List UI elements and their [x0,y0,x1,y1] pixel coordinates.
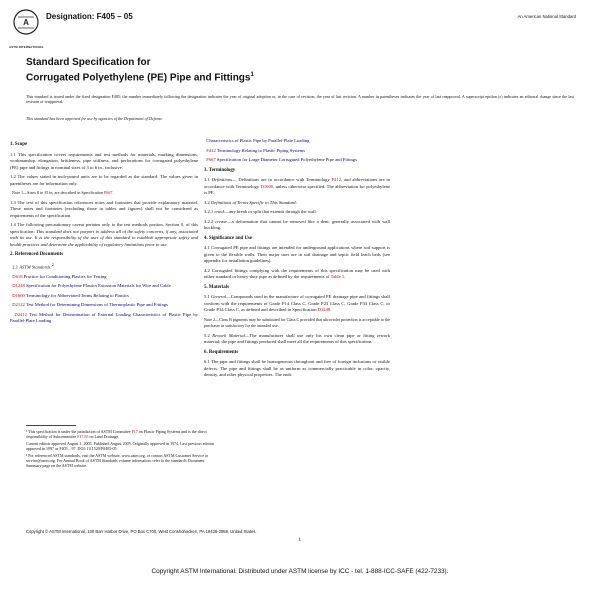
ref-item[interactable] [10,312,198,325]
link-table-1[interactable]: Table 1 [330,274,345,279]
ref-item[interactable] [10,274,198,281]
ref-title[interactable]: Specification for Polyethylene Plastics Extrusion Materials for Wire and Cable [25,283,171,289]
ref-title-cont[interactable]: Characteristics of Plastic Pipe by Parallel-Plate Loading [206,138,310,143]
para-5-1 [204,294,390,314]
ref-code[interactable]: F412 [206,147,216,153]
para-1-4-a: 1.4 The following precautionary caveat pertains only to the test methods portion, Section [10,222,181,227]
ref-code[interactable]: D618 [12,273,23,279]
footnote-2-mark: 2 [51,262,54,267]
para-4-2-a: 4.2 Corrugated fittings complying with the requirements of this specification may be used with either standard or heavy-duty pipe as defined by the requirements of [204,267,390,279]
footnote-1-b: on Plastic Piping Systems and is the direct responsibility of Subcommittee [26,429,207,439]
section-6-heading: 6. Requirements [204,349,239,355]
right-column [204,138,390,382]
footnote-1 [26,429,214,439]
logo-text: ASTM INTERNATIONAL [9,45,44,49]
rework-label: Rework Material [212,332,245,338]
para-4-2 [204,268,390,281]
para-6-1: 6.1 The pipe and fittings shall be homogeneous throughout and free of foreign inclusions or visible defects. The pipe and fittings shall be as uniform as commercially practicable in color, opacity, density, and other physical properties. The ends [204,359,390,377]
left-column [10,138,198,328]
general-label: General [211,294,227,299]
ref-title[interactable]: Terminology Relating to Plastic Piping Systems [216,147,306,153]
link-section-8[interactable]: 8 [180,222,184,227]
ref-title[interactable]: Test Method for Determining Dimensions of Thermoplastic Pipe and Fittings [25,302,168,308]
ref-title[interactable]: Specification for Large Diameter Corrugated Polyethylene Pipe and Fittings [216,157,357,162]
ref-title[interactable]: Terminology for Abbreviated Terms Relating to Plastics [25,292,129,298]
ref-item[interactable] [204,138,390,145]
section-2-heading: 2. Referenced Documents [10,252,64,257]
para-1-4 [10,222,198,248]
title-line-2: Corrugated Polyethylene (PE) Pipe and Fittings [26,72,251,84]
note-1-label: Note 1— [12,190,28,195]
section-4-heading: 4. Significance and Use [204,235,253,241]
link-f412[interactable]: F412 [331,177,342,182]
para-3-2-1-num: 3.2.1 [204,209,215,214]
definitions-label: Definitions [211,177,232,182]
para-5-2 [204,333,390,346]
link-f17[interactable]: F17 [131,429,138,434]
national-standard-label: An American National Standard [517,14,576,19]
para-3-2-1-def: —any break or split that extends through the wall. [224,209,317,214]
para-5-2-num: 5.2 [204,332,213,338]
issuance-statement: This standard is issued under the fixed designation F405; the number immediately following the designation indicates the year of original adoption or, in the case of revision, the year of last revision. A number in parentheses indicates the year of last reapproval. A superscript epsilon (ε) indicates an editorial change since the last revision or reapproval. [26,94,574,105]
para-5-1-b: —Compounds used in the manufacture of corrugated PE drainage pipe and fittings shall conform with the requirements of Grade P14 Class C, Grade P23 Class C, Grade P33 Class C, or Grade P34 Class C, as defined and described in Specification [204,294,390,312]
para-5-2-b: —The manufacturer shall use only his own clean pipe or fitting rework material; the pipe and fittings produced shall meet all the requirements of this specification. [204,332,391,344]
para-5-1-num: 5.1 [204,294,212,299]
term-crease: crease [215,218,228,224]
para-3-2-label: Definitions of Terms Specific to This Standard: [210,199,298,205]
svg-text:A: A [23,18,29,27]
title-footnote-mark: 1 [250,72,254,78]
ref-item[interactable] [10,302,198,309]
footnote-1-edition: Current edition approved August 1, 2005. Published August 2005. Originally approved in 1974. Last previous edition approved in 1997 as F405 – 97. DOI: 10.1520/F0405-05. [26,441,214,451]
footnote-divider [26,425,76,426]
ref-item[interactable] [10,293,198,300]
para-2-1-num: 2.1 [12,264,20,270]
term-crack: crack [214,209,225,214]
para-3-1 [204,177,390,197]
copyright-line: Copyright © ASTM International, 100 Barr Harbor Drive, PO Box C700, West Conshohocken, PA 19428-2959, United States. [26,529,257,534]
para-2-1 [10,262,198,271]
astm-logo [12,8,40,48]
para-1-1: 1.1 This specification covers requirements and test methods for materials, marking dimensions, workmanship, elongation, brittleness, pipe stiffness, and perforations for corrugated polyethylene (PE) pipe and fittings in nominal sizes of 3 to 6 in., inclusive. [10,151,198,170]
para-3-2-1 [204,209,390,216]
section-3-heading: 3. Terminology [204,167,236,173]
designation: Designation: F405 – 05 [46,12,133,21]
para-3-1-c: , and abbreviations are in accordance with Terminology [204,177,390,189]
para-3-2-2-def: —a deformation that cannot be removed like a dent; generally associated with wall buckling. [204,218,390,230]
para-3-2-2 [204,219,390,232]
ref-item[interactable] [204,148,390,155]
ref-item[interactable] [204,157,390,164]
para-3-1-b: — Definitions are in accordance with Terminology [231,177,332,182]
para-3-1-num: 3.1 [204,177,212,182]
para-5-1-c: . [330,307,332,312]
para-1-2: 1.2 The values stated in inch-pound units are to be regarded as the standard. The values given in parentheses are for information only. [10,174,198,186]
para-1-4-b: , of this specification: [10,222,198,234]
ref-code[interactable]: D2412 [14,311,27,317]
ref-code[interactable]: D1600 [12,292,25,298]
page-number: 1 [298,538,301,543]
page-title [26,57,426,84]
astm-standards-label: ASTM Standards: [19,264,52,270]
footnote-1-c: on Land Drainage. [88,434,120,439]
link-d1248[interactable]: D1248 [317,307,331,312]
para-4-1: 4.1 Corrugated PE pipe and fittings are intended for underground applications where soil support is given to the flexible walls. Their major uses are in soil drainage and septic field leach beds (see appendix for installation guidelines). [204,245,390,263]
ref-code[interactable]: D1248 [12,283,25,289]
caveat-text: This standard does not purport to address all of the safety concerns, if any, associated with its use. It is the responsibility of the user of this standard to establish appropriate safety and health practices and determine the applicability of regulatory limitations prior to use. [10,228,198,247]
para-4-2-b: . [344,274,346,279]
ref-title[interactable]: Test Method for Determination of External Loading Characteristics of Plastic Pipe by Parallel-Plate Loading [10,311,199,324]
link-f667[interactable]: F667 [104,190,113,195]
ref-code[interactable]: D2122 [12,302,25,308]
para-3-2 [204,200,390,207]
footnote-2: ² For referenced ASTM standards, visit the ASTM website, www.astm.org, or contact ASTM Customer Service at service@astm.org. For Annual Book of ASTM Standards volume information, refer to the standard's Document Summary page on the ASTM website. [26,453,208,468]
link-f1765[interactable]: F17.65 [77,434,89,439]
para-1-3: 1.3 The text of this specification references notes and footnotes that provide explanatory material. These notes and footnotes (excluding those in tables and figures) shall not be considered as requirements of the specification. [10,199,198,218]
footnotes [26,429,214,470]
ref-item[interactable] [10,283,198,290]
link-d1600[interactable]: D1600 [260,183,274,189]
section-5-heading: 5. Materials [204,284,229,290]
ref-code[interactable]: F667 [206,157,216,162]
section-1-heading: 1. Scope [10,142,28,147]
para-3-2-2-num: 3.2.2 [204,218,216,224]
title-line-1: Standard Specification for [26,57,151,68]
note-1-text: Sizes 8 to 15 in. are described in Specification [27,190,105,195]
note-2: Note 2—Class B pigments may be substituted for Class C provided that ultraviolet protection is acceptable to the purchaser as satisfactory for the intended use. [204,316,390,328]
para-3-1-d: , unless otherwise specified. The abbreviation for polyethylene is PE. [204,183,390,195]
note-1-end: . [112,190,114,195]
footnote-1-a: ¹ This specification is under the jurisdiction of ASTM Committee [26,429,132,434]
note-1 [10,190,198,197]
ref-title[interactable]: Practice for Conditioning Plastics for Testing [23,273,107,279]
para-3-2-num: 3.2 [204,199,211,205]
license-line: Copyright ASTM International. Distributed under ASTM license by ICC - tel. 1-888-ICC-SAFE (422-7233). [151,568,449,575]
dod-approval: This standard has been approved for use by agencies of the Department of Defense. [26,116,164,121]
